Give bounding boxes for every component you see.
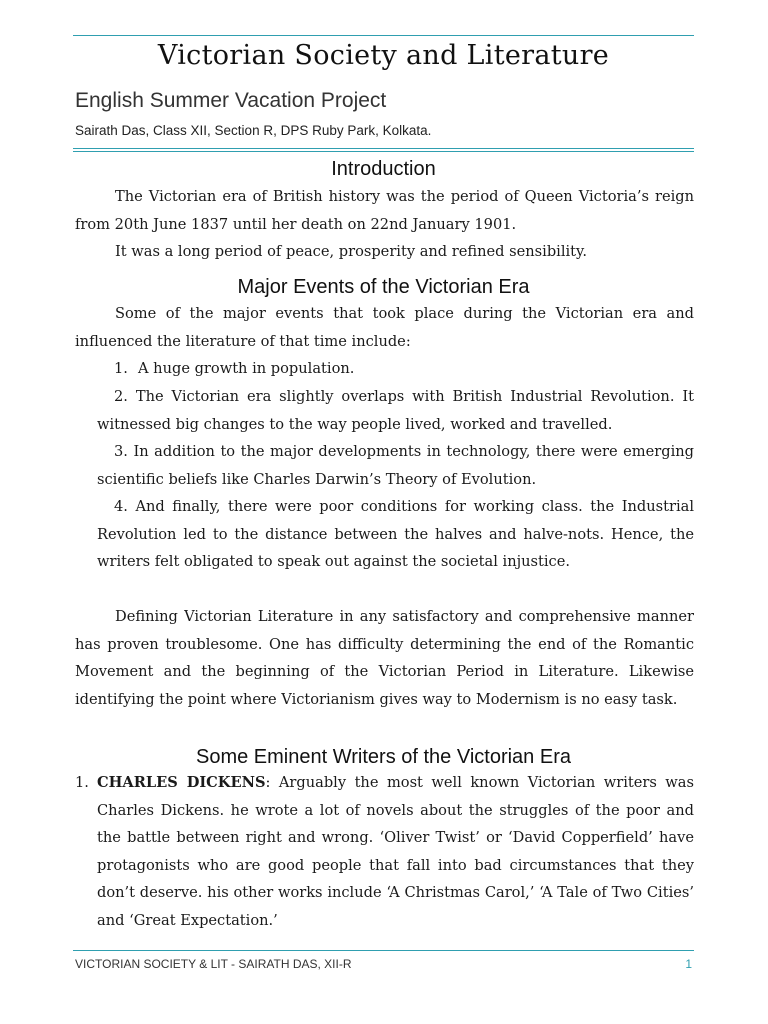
event-number: 2. (114, 388, 128, 405)
intro-paragraph-2: It was a long period of peace, prosperity and refined sensibility. (115, 243, 587, 260)
event-item-text: In addition to the major developments in technology, there were emerging scientific beliefs like Charles Darwin’s Theory of Evolution. (97, 443, 695, 488)
event-number: 1. (114, 360, 128, 377)
page-number: 1 (685, 957, 692, 971)
writer-name: CHARLES DICKENS (97, 774, 266, 791)
writer-entry (97, 769, 694, 934)
header-double-rule (73, 148, 694, 152)
event-number: 4. (114, 498, 128, 515)
footer-rule (73, 950, 694, 951)
writers-heading: Some Eminent Writers of the Victorian Era (196, 746, 571, 768)
document-subtitle: English Summer Vacation Project (75, 89, 387, 112)
event-item-text: And finally, there were poor conditions for working class. the Industrial Revolution led to the distance between the halves and halve-nots. Hence, the writers felt obligated to speak out against the societal injustice. (97, 498, 694, 570)
document-title: Victorian Society and Literature (157, 40, 610, 71)
event-item-text: A huge growth in population. (138, 360, 355, 377)
footer-text: VICTORIAN SOCIETY & LIT - SAIRATH DAS, XII-R (75, 957, 352, 971)
introduction-heading: Introduction (331, 158, 436, 180)
intro-paragraph-1: The Victorian era of British history was the period of Queen Victoria’s reign from 20th June 1837 until her death on 22nd January 1901. (75, 188, 694, 233)
event-item (97, 493, 694, 576)
event-item (97, 383, 694, 438)
event-item-text: The Victorian era slightly overlaps with British Industrial Revolution. It witnessed big changes to the way people lived, worked and travelled. (97, 388, 695, 433)
author-line: Sairath Das, Class XII, Section R, DPS Ruby Park, Kolkata. (75, 123, 432, 138)
event-number: 3. (114, 443, 128, 460)
writer-number: 1. (75, 774, 89, 791)
event-item (97, 438, 694, 493)
major-events-intro: Some of the major events that took place during the Victorian era and influenced the literature of that time include: (75, 305, 694, 350)
writer-description: : Arguably the most well known Victorian writers was Charles Dickens. he wrote a lot of novels about the struggles of the poor and the battle between right and wrong. ‘Oliver Twist’ or ‘David Copperfield’ have protagonists who are good people that fall into bad circumstances that they don’t deserve. his other works include ‘A Christmas Carol,’ ‘A Tale of Two Cities’ and ‘Great Expectation.’ (97, 774, 694, 929)
top-rule (73, 35, 694, 36)
major-events-heading: Major Events of the Victorian Era (237, 276, 530, 298)
major-events-closing: Defining Victorian Literature in any satisfactory and comprehensive manner has proven troublesome. One has difficulty determining the end of the Romantic Movement and the beginning of the Victorian Period in Literature. Likewise identifying the point where Victorianism gives way to Modernism is no easy task. (75, 608, 694, 708)
